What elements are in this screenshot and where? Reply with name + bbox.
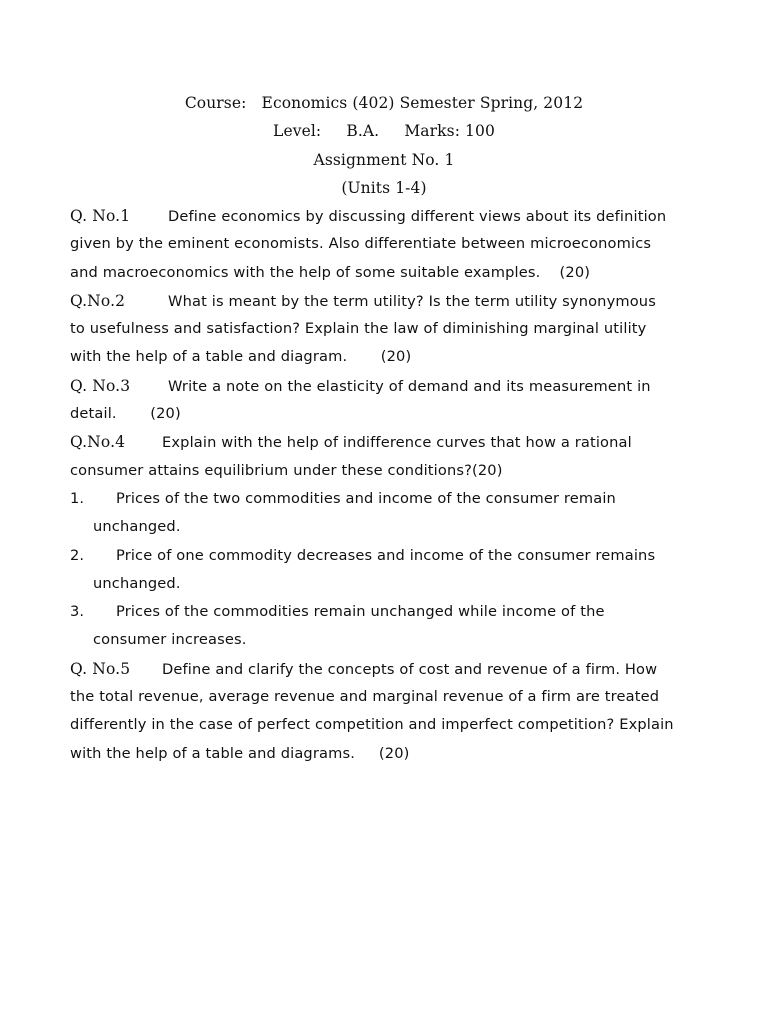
list-item-3 (70, 598, 710, 626)
question-5-number: Q. No.5 (70, 659, 131, 678)
question-4-line-1 (70, 428, 710, 456)
list-item-1-cont: unchanged. (93, 518, 181, 536)
question-2-line-3: with the help of a table and diagram. (20) (70, 348, 412, 366)
question-4-line-2: consumer attains equilibrium under these conditions?(20) (70, 461, 503, 479)
question-4-text: Explain with the help of indifference curves that how a rational (162, 434, 632, 452)
question-3-line-2: detail. (20) (70, 405, 181, 423)
list-item-1-number: 1. (70, 489, 85, 507)
question-3-line-1 (70, 372, 710, 400)
question-5-text: Define and clarify the concepts of cost and revenue of a firm. How (162, 660, 658, 678)
list-item-2-cont: unchanged. (93, 574, 181, 592)
question-1-text: Define economics by discussing different views about its definition (168, 208, 667, 225)
question-1-line-3: and macroeconomics with the help of some suitable examples. (20) (70, 263, 591, 281)
question-2-line-2: to usefulness and satisfaction? Explain the law of diminishing marginal utility (70, 320, 647, 338)
course-line: Course: Economics (402) Semester Spring, 2012 (184, 94, 584, 112)
list-item-3-cont: consumer increases. (93, 631, 247, 649)
units-line: (Units 1-4) (341, 178, 427, 197)
question-1-number: Q. No.1 (70, 207, 131, 225)
question-5-line-4: with the help of a table and diagrams. (20) (70, 744, 410, 762)
list-item-2-text: Price of one commodity decreases and income of the consumer remains (116, 546, 656, 564)
question-4-number: Q.No.4 (70, 433, 126, 452)
list-item-2 (70, 542, 710, 570)
list-item-1-text: Prices of the two commodities and income of the consumer remain (116, 489, 616, 507)
level-line: Level: B.A. Marks: 100 (273, 122, 495, 141)
list-item-3-text: Prices of the commodities remain unchanged while income of the (116, 603, 605, 621)
question-5-line-2: the total revenue, average revenue and marginal revenue of a firm are treated (70, 688, 660, 706)
question-5-line-1 (70, 655, 710, 683)
assignment-title: Assignment No. 1 (313, 150, 455, 169)
list-item-3-number: 3. (70, 603, 85, 621)
questions-list (70, 202, 710, 768)
question-2-number: Q.No.2 (70, 291, 126, 310)
list-item-1 (70, 485, 710, 513)
question-3-number: Q. No.3 (70, 376, 131, 395)
question-1-line-1 (70, 202, 710, 230)
list-item-2-number: 2. (70, 546, 85, 564)
question-5-line-3: differently in the case of perfect competition and imperfect competition? Explain (70, 716, 674, 734)
question-2-text: What is meant by the term utility? Is the term utility synonymous (168, 292, 656, 310)
question-3-text: Write a note on the elasticity of demand and its measurement in (168, 377, 651, 395)
question-1-line-2: given by the eminent economists. Also differentiate between microeconomics (70, 235, 652, 253)
question-2-line-1 (70, 287, 710, 315)
assignment-header (0, 89, 768, 202)
